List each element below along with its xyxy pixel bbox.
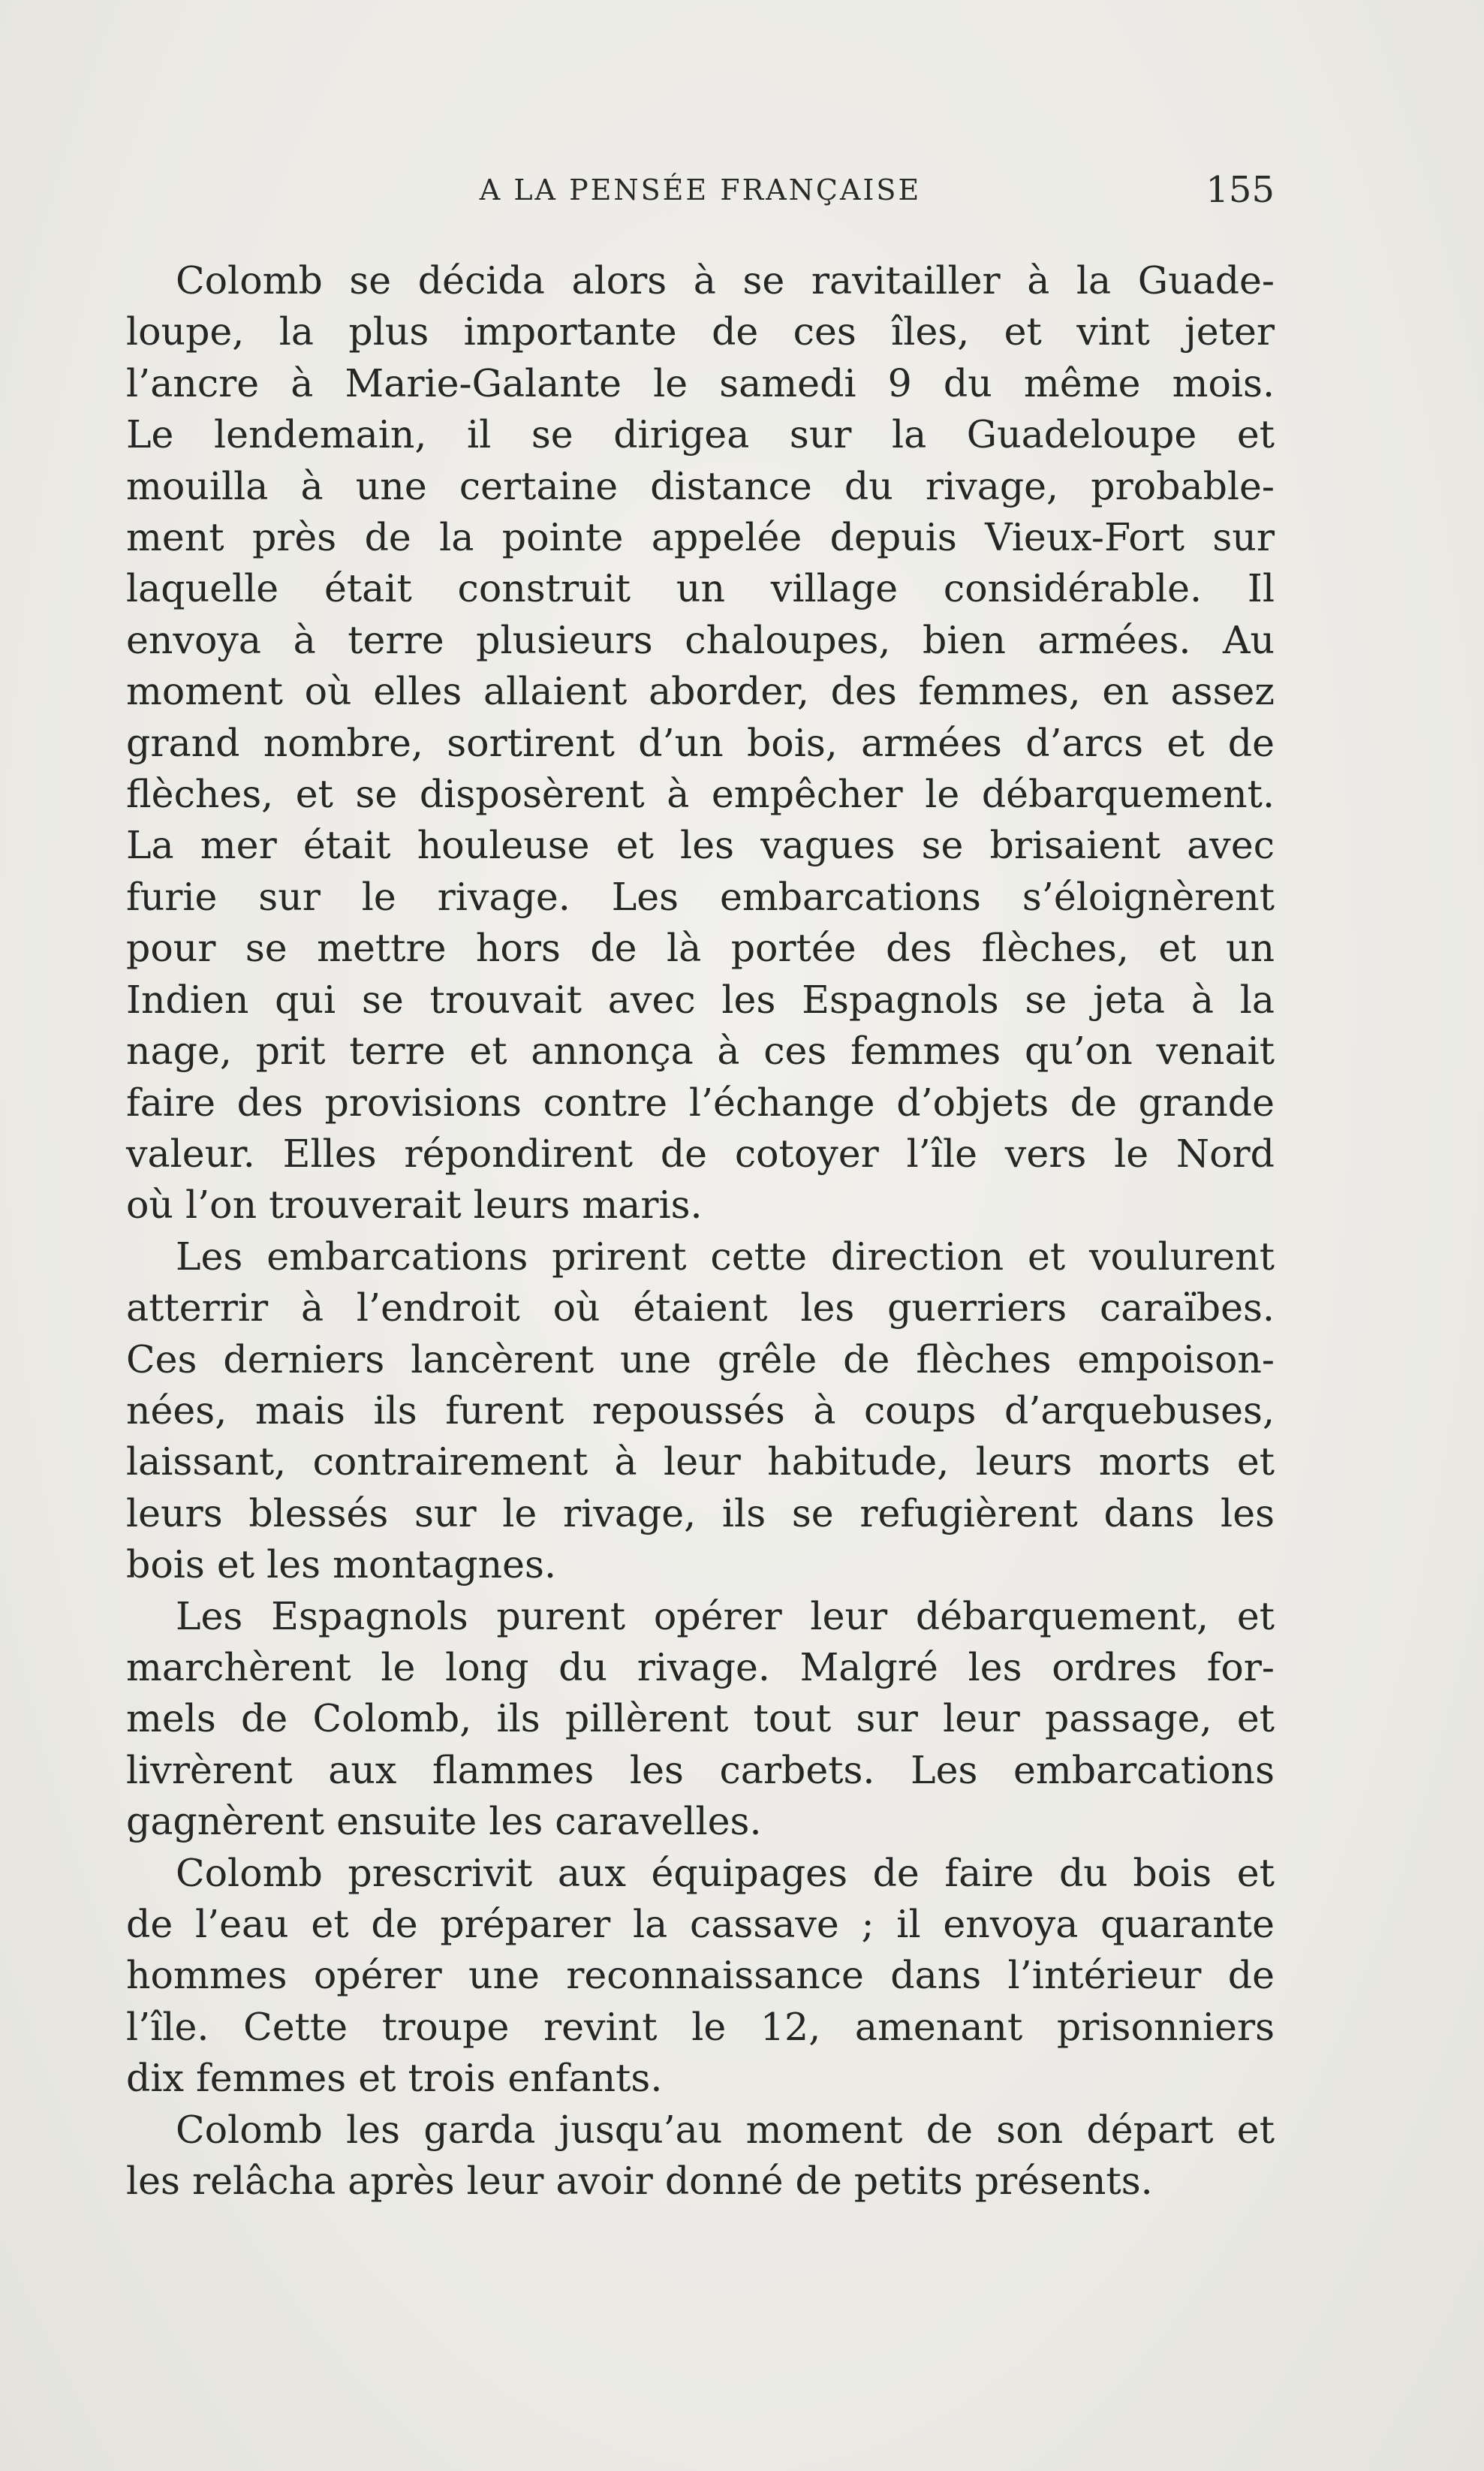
paragraph [126,1231,1275,1591]
page-number: 155 [1206,169,1275,211]
paragraph [126,1848,1275,2105]
text-line: La mer était houleuse et les vagues se brisaient avec [126,823,1275,868]
text-line: hommes opérer une reconnaissance dans l’intérieur de [126,1953,1275,1998]
text-line: Le lendemain, il se dirigea sur la Guadeloupe et [126,412,1275,457]
paragraph [126,2105,1275,2207]
text-line: mels de Colomb, ils pillèrent tout sur leur passage, et [126,1696,1275,1741]
text-line: Les embarcations prirent cette direction et voulurent [176,1234,1275,1279]
text-line: nage, prit terre et annonça à ces femmes qu’on venait [126,1029,1275,1074]
text-line: de l’eau et de préparer la cassave ; il envoya quarante [126,1902,1275,1946]
text-line: Colomb se décida alors à se ravitailler à la Guade- [176,258,1275,303]
text-line: bois et les montagnes. [126,1542,557,1587]
paragraph [126,255,1275,1231]
paragraph [126,1591,1275,1848]
text-line: mouilla à une certaine distance du rivage, probable- [126,463,1275,508]
text-line: marchèrent le long du rivage. Malgré les ordres for- [126,1644,1275,1689]
text-line: grand nombre, sortirent d’un bois, armées d’arcs et de [126,720,1275,765]
text-line: Ces derniers lancèrent une grêle de flèches empoison- [126,1336,1275,1382]
text-line: gagnèrent ensuite les caravelles. [126,1799,762,1844]
text-line: laissant, contrairement à leur habitude, leurs morts et [126,1439,1275,1484]
text-line: Colomb prescrivit aux équipages de faire du bois et [176,1850,1275,1895]
running-title: A LA PENSÉE FRANÇAISE [479,173,922,206]
text-line: loupe, la plus importante de ces îles, et vint jeter [126,309,1275,354]
text-line: flèches, et se disposèrent à empêcher le débarquement. [126,772,1275,817]
text-line: Les Espagnols purent opérer leur débarquement, et [176,1593,1275,1638]
text-line: Indien qui se trouvait avec les Espagnols se jeta à la [126,977,1275,1022]
text-line: livrèrent aux flammes les carbets. Les embarcations [126,1747,1275,1792]
page-header [126,164,1275,216]
text-line: faire des provisions contre l’échange d’objets de grande [126,1080,1275,1125]
text-line: furie sur le rivage. Les embarcations s’éloignèrent [126,874,1275,919]
text-line: pour se mettre hors de là portée des flèches, et un [126,926,1275,971]
text-line: les relâcha après leur avoir donné de petits présents. [126,2159,1153,2204]
text-line: valeur. Elles répondirent de cotoyer l’île vers le Nord [126,1131,1275,1176]
text-line: leurs blessés sur le rivage, ils se refugièrent dans les [126,1490,1275,1535]
text-line: Colomb les garda jusqu’au moment de son départ et [176,2107,1275,2152]
text-line: laquelle était construit un village considérable. Il [126,566,1275,611]
text-line: ment près de la pointe appelée depuis Vieux-Fort sur [126,515,1275,560]
text-line: dix femmes et trois enfants. [126,2056,663,2101]
text-line: atterrir à l’endroit où étaient les guerriers caraïbes. [126,1285,1275,1330]
text-line: l’ancre à Marie-Galante le samedi 9 du même mois. [126,360,1275,405]
body-text [126,255,1275,2207]
text-line: moment où elles allaient aborder, des femmes, en assez [126,669,1275,714]
text-line: envoya à terre plusieurs chaloupes, bien armées. Au [126,617,1275,662]
text-line: où l’on trouverait leurs maris. [126,1183,703,1228]
text-line: l’île. Cette troupe revint le 12, amenant prisonniers [126,2004,1275,2049]
text-line: nées, mais ils furent repoussés à coups d’arquebuses, [126,1388,1275,1433]
